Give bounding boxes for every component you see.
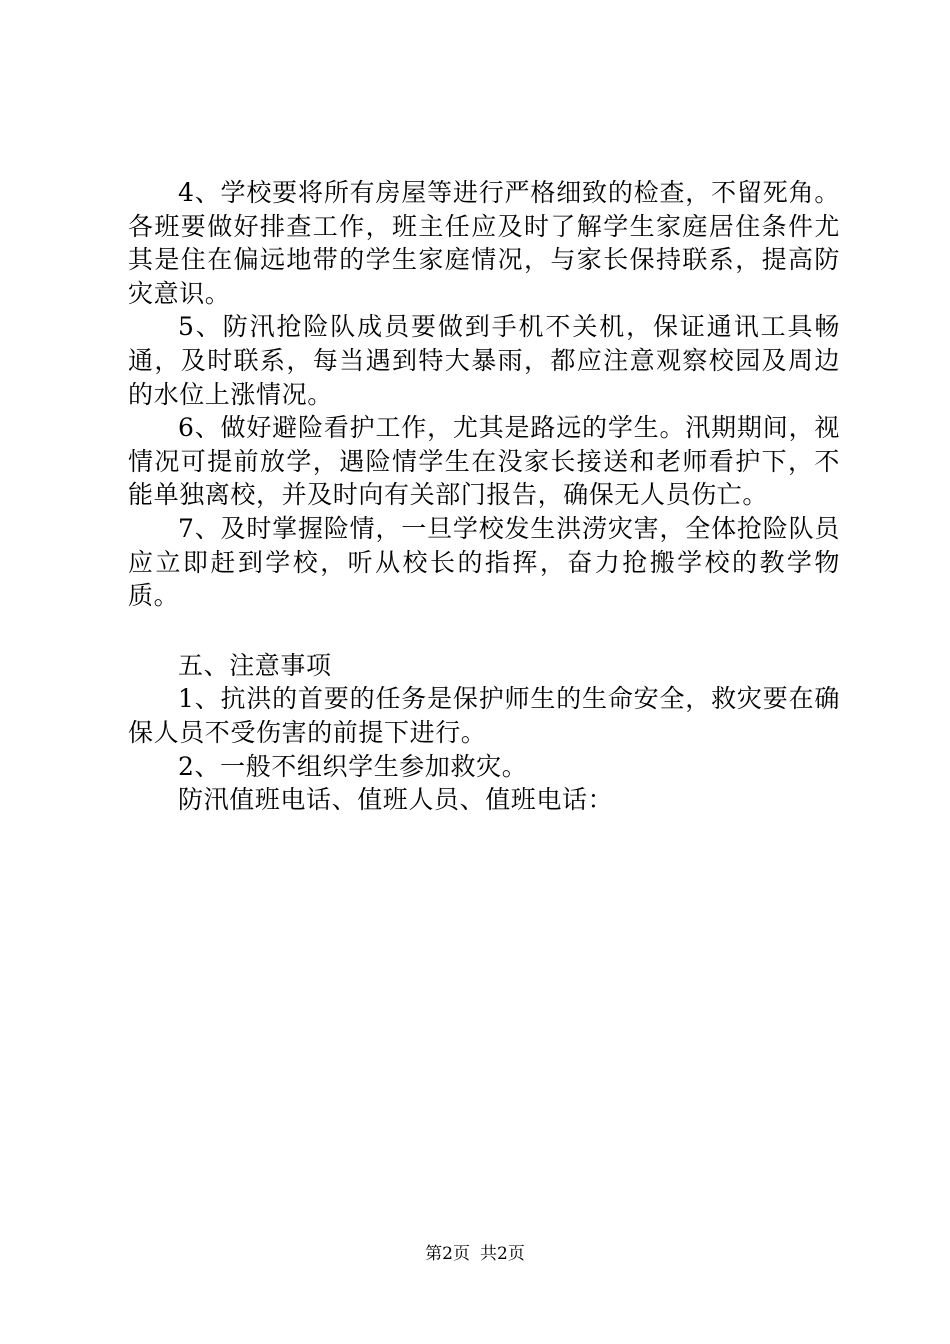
page-number-total: 共2页 xyxy=(480,1244,525,1264)
section-heading: 五、注意事项 xyxy=(178,650,332,680)
document-body xyxy=(128,176,840,817)
notice-item-2: 2、一般不组织学生参加救灾。 xyxy=(178,751,528,781)
page-footer xyxy=(0,1242,950,1266)
paragraph-item-7: 7、及时掌握险情，一旦学校发生洪涝灾害，全体抢险队员应立即赶到学校，听从校长的指挥，奋力抢搬学校的教学物质。 xyxy=(128,513,840,611)
notice-item-1: 1、抗洪的首要的任务是保护师生的生命安全，救灾要在确保人员不受伤害的前提下进行。 xyxy=(128,684,840,747)
duty-phone-line: 防汛值班电话、值班人员、值班电话： xyxy=(178,785,614,815)
paragraph-item-6: 6、做好避险看护工作，尤其是路远的学生。汛期期间，视情况可提前放学，遇险情学生在没家长接送和老师看护下，不能单独离校，并及时向有关部门报告，确保无人员伤亡。 xyxy=(128,413,840,510)
section-spacer xyxy=(128,613,840,649)
page-number-current: 第2页 xyxy=(425,1244,470,1264)
paragraph-item-4: 4、学校要将所有房屋等进行严格细致的检查，不留死角。各班要做好排查工作，班主任应及时了解学生家庭居住条件尤其是住在偏远地带的学生家庭情况，与家长保持联系，提高防灾意识。 xyxy=(128,178,840,308)
paragraph-item-5: 5、防汛抢险队成员要做到手机不关机，保证通讯工具畅通，及时联系，每当遇到特大暴雨，都应注意观察校园及周边的水位上涨情况。 xyxy=(128,312,840,409)
